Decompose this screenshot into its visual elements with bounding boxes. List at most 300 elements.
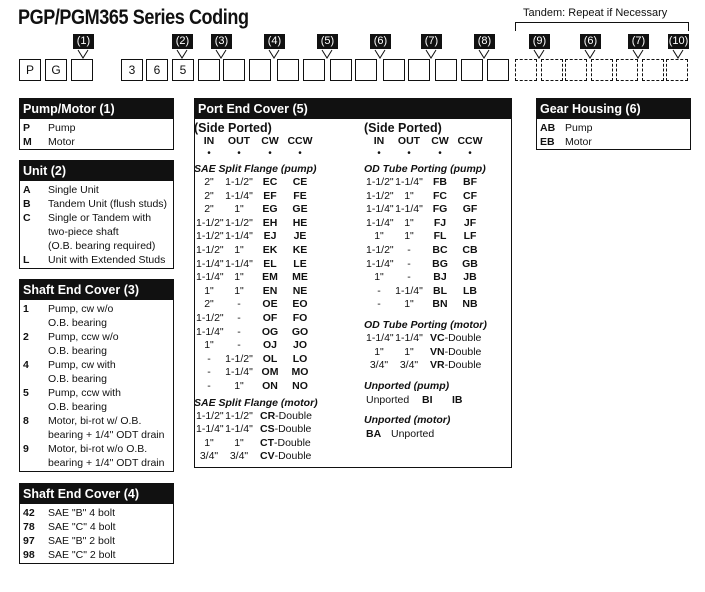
list-item xyxy=(23,520,170,534)
item-desc: SAE "B" 2 bolt xyxy=(48,535,115,547)
page-title: PGP/PGM365 Series Coding xyxy=(18,6,249,29)
sae-split-flange-pump-rows xyxy=(196,176,361,394)
position-label: (8) xyxy=(474,34,495,49)
unported-motor-heading: Unported (motor) xyxy=(364,413,451,426)
unported-pump-row xyxy=(366,393,511,407)
code-cell: 3 xyxy=(121,59,143,81)
table-row xyxy=(196,312,361,326)
code-cell xyxy=(249,59,271,81)
port-out: 1-1/4" xyxy=(225,230,253,243)
table-row xyxy=(366,298,511,312)
table-row xyxy=(196,326,361,340)
code-cw: FL xyxy=(433,230,447,243)
port-out: 1-1/2" xyxy=(225,352,253,365)
header-dot: • xyxy=(377,148,381,159)
od-tube-porting-pump-rows xyxy=(366,176,511,312)
code-cell xyxy=(198,59,220,81)
item-desc-line: Single Unit xyxy=(48,184,99,196)
item-desc xyxy=(48,330,170,358)
code-cw: BG xyxy=(432,257,448,270)
item-desc-line: two-piece shaft xyxy=(48,226,119,238)
item-desc: Motor xyxy=(565,136,592,148)
unported-motor-label: Unported xyxy=(391,427,435,440)
table-row xyxy=(366,285,511,299)
code-ccw: JF xyxy=(463,216,477,229)
port-in: 1-1/2" xyxy=(366,176,394,188)
sae-split-flange-pump-heading: SAE Split Flange (pump) xyxy=(194,163,317,175)
code-cell: G xyxy=(45,59,67,81)
table-row xyxy=(196,366,361,380)
port-out: 1-1/2" xyxy=(225,176,253,188)
item-desc: Pump xyxy=(565,122,593,134)
side-ported-heading: (Side Ported) xyxy=(194,121,272,135)
item-desc-line: Pump, ccw with xyxy=(48,387,121,399)
code-ccw: GE xyxy=(292,203,308,216)
code-cell xyxy=(565,59,587,81)
port-in: 1-1/4" xyxy=(196,257,224,270)
port-out: 1-1/4" xyxy=(395,284,423,297)
table-row xyxy=(196,437,361,451)
port-out: - xyxy=(237,339,241,352)
table-row xyxy=(196,244,361,258)
code-cw: FC xyxy=(433,189,447,202)
code-cw: OL xyxy=(262,352,278,365)
table-row xyxy=(196,230,361,244)
item-code: M xyxy=(23,136,32,148)
code-cell xyxy=(591,59,613,81)
code-cw: VR xyxy=(430,359,445,372)
shaft-end-cover-4-title: Shaft End Cover (4) xyxy=(20,484,173,504)
position-label: (7) xyxy=(421,34,442,49)
port-end-cover-box xyxy=(194,98,512,468)
port-in: - xyxy=(207,366,211,379)
code-cw: OF xyxy=(262,311,278,324)
position-notch xyxy=(374,49,386,59)
position-notch xyxy=(584,49,596,59)
port-in: 1" xyxy=(374,230,384,243)
item-code: 42 xyxy=(23,507,35,519)
port-out: 1" xyxy=(404,345,414,358)
item-desc: SAE "B" 4 bolt xyxy=(48,507,115,519)
position-notch xyxy=(268,49,280,59)
code-double: -Double xyxy=(274,423,312,436)
position-notch xyxy=(321,49,333,59)
list-item xyxy=(23,253,170,267)
code-cell xyxy=(487,59,509,81)
item-code: 78 xyxy=(23,521,35,533)
port-in: 1-1/2" xyxy=(196,409,224,422)
port-out: 1-1/4" xyxy=(225,257,253,270)
position-label: (7) xyxy=(628,34,649,49)
port-out: 1-1/4" xyxy=(395,203,423,216)
table-header-ccw: CCW xyxy=(287,135,313,147)
shaft-end-cover-4-box xyxy=(19,483,174,564)
code-cw: FB xyxy=(433,176,447,188)
code-cell: 6 xyxy=(146,59,168,81)
position-notch xyxy=(215,49,227,59)
code-ccw: NB xyxy=(462,298,478,311)
list-item xyxy=(23,358,170,386)
item-code: 9 xyxy=(23,443,29,455)
table-header-in: IN xyxy=(203,135,215,147)
item-desc xyxy=(48,183,170,197)
item-desc: SAE "C" 2 bolt xyxy=(48,549,116,561)
item-desc-line: Motor, bi-rot w/ O.B. xyxy=(48,415,142,427)
port-out: - xyxy=(407,243,411,256)
code-cw: EF xyxy=(263,189,277,202)
code-cell xyxy=(71,59,93,81)
code-cw: EC xyxy=(262,176,278,188)
item-desc xyxy=(48,386,170,414)
unit-title: Unit (2) xyxy=(20,161,173,181)
list-item xyxy=(23,183,170,197)
code-ccw: KE xyxy=(292,243,308,256)
port-in: - xyxy=(207,379,211,392)
code-ccw: JE xyxy=(293,230,307,243)
port-in: - xyxy=(377,298,381,311)
item-code: 2 xyxy=(23,331,29,343)
pump-motor-list xyxy=(20,119,173,151)
port-in: 1-1/2" xyxy=(196,230,224,243)
position-label: (6) xyxy=(580,34,601,49)
shaft-end-cover-3-title: Shaft End Cover (3) xyxy=(20,280,173,300)
table-row xyxy=(196,380,361,394)
header-dot: • xyxy=(438,148,442,159)
code-double: -Double xyxy=(275,409,312,422)
pump-motor-title: Pump/Motor (1) xyxy=(20,99,173,119)
item-desc-line: Pump, ccw w/o xyxy=(48,331,119,343)
sae-split-flange-motor-rows xyxy=(196,410,361,464)
code-ccw: LB xyxy=(463,284,477,297)
port-out: 1" xyxy=(234,284,244,297)
list-item xyxy=(23,442,170,470)
item-code: 1 xyxy=(23,303,29,315)
code-cw: EM xyxy=(262,271,278,284)
port-in: 3/4" xyxy=(369,359,389,372)
item-desc: Pump xyxy=(48,122,76,134)
item-code: 97 xyxy=(23,535,35,547)
port-out: - xyxy=(407,257,411,270)
code-double: -Double xyxy=(444,359,482,372)
item-desc-line: (O.B. bearing required) xyxy=(48,240,156,252)
code-cell xyxy=(355,59,377,81)
port-out: 1-1/2" xyxy=(225,216,253,229)
item-desc xyxy=(48,197,170,211)
position-label: (6) xyxy=(370,34,391,49)
code-ccw: NE xyxy=(292,284,308,297)
code-cell xyxy=(616,59,638,81)
item-desc-line: Unit with Extended Studs xyxy=(48,254,166,266)
list-item xyxy=(23,548,170,562)
code-cw: FJ xyxy=(433,216,447,229)
position-label: (1) xyxy=(73,34,94,49)
list-item xyxy=(23,330,170,358)
list-item xyxy=(23,121,170,135)
code-cw: FG xyxy=(432,203,448,216)
item-code: 5 xyxy=(23,387,29,399)
table-row xyxy=(196,450,361,464)
position-notch xyxy=(533,49,545,59)
table-row xyxy=(196,190,361,204)
code-ccw: HE xyxy=(292,216,308,229)
port-in: 1" xyxy=(204,339,214,352)
code-double: -Double xyxy=(274,450,312,463)
code-cell xyxy=(642,59,664,81)
port-in: 3/4" xyxy=(199,450,219,463)
table-row xyxy=(196,285,361,299)
code-ccw: NO xyxy=(292,379,308,392)
port-out: 1" xyxy=(404,216,414,229)
port-in: 1-1/2" xyxy=(196,243,224,256)
table-header-cw: CW xyxy=(431,135,449,147)
port-in: 1-1/2" xyxy=(366,189,394,202)
table-row xyxy=(196,176,361,190)
item-code: AB xyxy=(540,122,556,134)
item-desc-line: Pump, cw w/o xyxy=(48,303,114,315)
item-desc-line: O.B. bearing xyxy=(48,317,107,329)
unported-pump-cw: BI xyxy=(422,393,433,406)
item-code: C xyxy=(23,212,31,224)
port-in: 1-1/4" xyxy=(196,423,224,436)
code-cw: CT xyxy=(260,436,274,449)
port-in: 1-1/4" xyxy=(366,203,394,216)
position-label: (2) xyxy=(172,34,193,49)
table-row xyxy=(196,203,361,217)
sae-split-flange-motor-heading: SAE Split Flange (motor) xyxy=(194,396,318,409)
table-row xyxy=(366,190,511,204)
port-in: 1" xyxy=(374,271,384,284)
item-desc xyxy=(48,414,170,442)
code-cell xyxy=(541,59,563,81)
code-cw: VC xyxy=(430,331,445,344)
code-ccw: GB xyxy=(462,257,478,270)
table-header-in: IN xyxy=(373,135,385,147)
code-cw: EH xyxy=(262,216,278,229)
item-desc-line: Motor, bi-rot w/o O.B. xyxy=(48,443,148,455)
code-double: -Double xyxy=(444,345,482,358)
code-ccw: FE xyxy=(293,189,307,202)
code-ccw: CE xyxy=(292,176,308,188)
code-cw: OE xyxy=(262,298,278,311)
code-ccw: LE xyxy=(293,257,307,270)
unit-list xyxy=(20,181,173,269)
port-out: 3/4" xyxy=(399,359,419,372)
code-ccw: BF xyxy=(463,176,477,188)
table-header-ccw: CCW xyxy=(457,135,483,147)
tandem-label: Tandem: Repeat if Necessary xyxy=(523,7,668,19)
port-out: - xyxy=(237,325,241,338)
gear-housing-title: Gear Housing (6) xyxy=(537,99,690,119)
port-out: - xyxy=(237,298,241,311)
list-item xyxy=(23,386,170,414)
od-tube-porting-motor-rows xyxy=(366,332,511,373)
table-row xyxy=(196,353,361,367)
shaft-end-cover-3-list xyxy=(20,300,173,472)
table-row xyxy=(366,203,511,217)
code-cell xyxy=(383,59,405,81)
position-notch xyxy=(176,49,188,59)
item-desc-line: bearing + 1/4" ODT drain xyxy=(48,429,165,441)
code-cw: OM xyxy=(261,366,279,379)
item-code: A xyxy=(23,184,31,196)
item-desc-line: O.B. bearing xyxy=(48,373,107,385)
code-cw: BL xyxy=(433,284,447,297)
unported-pump-label: Unported xyxy=(366,393,410,406)
item-desc-line: O.B. bearing xyxy=(48,401,107,413)
position-label: (10) xyxy=(668,35,689,47)
port-out: 1-1/2" xyxy=(225,409,253,422)
code-cell xyxy=(303,59,325,81)
code-cw: EJ xyxy=(263,230,277,243)
list-item xyxy=(23,135,170,149)
port-out: - xyxy=(237,311,241,324)
item-code: L xyxy=(23,254,30,266)
port-out: 1" xyxy=(404,189,414,202)
item-desc xyxy=(48,442,170,470)
list-item xyxy=(23,414,170,442)
unit-box xyxy=(19,160,174,269)
port-out: 1" xyxy=(234,203,244,216)
port-out: 1-1/4" xyxy=(225,423,253,436)
item-desc: Motor xyxy=(48,136,75,148)
code-double: -Double xyxy=(274,436,311,449)
code-cell xyxy=(408,59,430,81)
port-in: 1" xyxy=(204,284,214,297)
code-cw: EL xyxy=(263,257,277,270)
port-in: 1-1/4" xyxy=(366,216,394,229)
table-header-out: OUT xyxy=(227,135,251,147)
port-out: 3/4" xyxy=(229,450,249,463)
table-header-out: OUT xyxy=(397,135,421,147)
code-cw: CS xyxy=(260,423,275,436)
table-row xyxy=(196,271,361,285)
left-table-dots xyxy=(196,148,361,160)
left-table-header xyxy=(196,135,361,148)
pump-motor-box xyxy=(19,98,174,150)
header-dot: • xyxy=(468,148,472,159)
code-cw: EN xyxy=(262,284,278,297)
code-ccw: LO xyxy=(292,352,308,365)
table-row xyxy=(196,258,361,272)
shaft-end-cover-3-box xyxy=(19,279,174,472)
list-item xyxy=(23,211,170,253)
table-row xyxy=(366,176,511,190)
table-row xyxy=(366,217,511,231)
tandem-bracket xyxy=(515,22,689,31)
code-cw: CR xyxy=(260,409,276,422)
item-desc-line: O.B. bearing xyxy=(48,345,107,357)
code-ccw: EO xyxy=(292,298,308,311)
table-row xyxy=(196,298,361,312)
list-item xyxy=(540,121,687,135)
port-out: 1-1/4" xyxy=(395,176,423,188)
code-ccw: GO xyxy=(291,325,309,338)
header-dot: • xyxy=(268,148,272,159)
unported-pump-heading: Unported (pump) xyxy=(364,379,450,392)
position-notch xyxy=(672,49,684,59)
item-code: 8 xyxy=(23,415,29,427)
item-desc: SAE "C" 4 bolt xyxy=(48,521,116,533)
table-row xyxy=(366,258,511,272)
port-in: 1" xyxy=(374,345,384,358)
unported-motor-row xyxy=(366,427,511,441)
code-cell: 5 xyxy=(172,59,194,81)
table-row xyxy=(366,244,511,258)
item-desc-line: bearing + 1/4" ODT drain xyxy=(48,457,165,469)
header-dot: • xyxy=(207,148,211,159)
od-tube-porting-pump-heading: OD Tube Porting (pump) xyxy=(364,163,486,175)
unported-motor-code: BA xyxy=(366,427,382,440)
code-ccw: ME xyxy=(292,271,308,284)
code-cw: BN xyxy=(432,298,448,311)
code-cell xyxy=(666,59,688,81)
port-in: 2" xyxy=(204,176,214,188)
port-right-column xyxy=(366,121,511,441)
item-desc xyxy=(48,358,170,386)
code-cell xyxy=(330,59,352,81)
code-cw: VN xyxy=(430,345,445,358)
table-header-cw: CW xyxy=(261,135,279,147)
header-dot: • xyxy=(407,148,411,159)
header-dot: • xyxy=(237,148,241,159)
list-item xyxy=(23,302,170,330)
gear-housing-box xyxy=(536,98,691,150)
right-table-header xyxy=(366,135,511,148)
port-in: - xyxy=(207,352,211,365)
position-notch xyxy=(632,49,644,59)
port-out: 1" xyxy=(234,271,244,284)
position-label: (4) xyxy=(264,34,285,49)
position-label: (9) xyxy=(529,34,550,49)
right-table-dots xyxy=(366,148,511,160)
code-ccw: LF xyxy=(463,230,477,243)
code-cell xyxy=(461,59,483,81)
unported-pump-ccw: IB xyxy=(452,393,463,406)
item-desc xyxy=(48,253,170,267)
item-desc-line: Tandem Unit (flush studs) xyxy=(48,198,168,210)
code-cw: ON xyxy=(262,379,278,392)
table-row xyxy=(196,423,361,437)
item-desc-line: Pump, cw with xyxy=(48,359,116,371)
code-cw: EK xyxy=(262,243,278,256)
position-label: (3) xyxy=(211,34,232,49)
code-cell xyxy=(223,59,245,81)
od-tube-porting-motor-heading: OD Tube Porting (motor) xyxy=(364,318,487,331)
position-notch xyxy=(77,49,89,59)
code-cell xyxy=(435,59,457,81)
port-out: 1" xyxy=(234,379,244,392)
port-in: 1-1/4" xyxy=(196,325,224,338)
code-ccw: FO xyxy=(292,311,308,324)
code-cw: OJ xyxy=(262,339,277,352)
port-in: 1-1/2" xyxy=(196,311,224,324)
port-out: 1" xyxy=(404,298,414,311)
item-code: P xyxy=(23,122,31,134)
port-out: 1-1/4" xyxy=(395,331,423,344)
table-row xyxy=(366,230,511,244)
position-notch xyxy=(478,49,490,59)
port-in: 2" xyxy=(204,189,214,202)
item-code: B xyxy=(23,198,31,210)
list-item xyxy=(23,197,170,211)
port-in: - xyxy=(377,284,381,297)
code-cell xyxy=(277,59,299,81)
port-in: 1-1/4" xyxy=(196,271,224,284)
port-in: 1-1/4" xyxy=(366,331,394,344)
position-notch xyxy=(425,49,437,59)
port-out: 1" xyxy=(234,243,244,256)
port-out: - xyxy=(407,271,411,284)
